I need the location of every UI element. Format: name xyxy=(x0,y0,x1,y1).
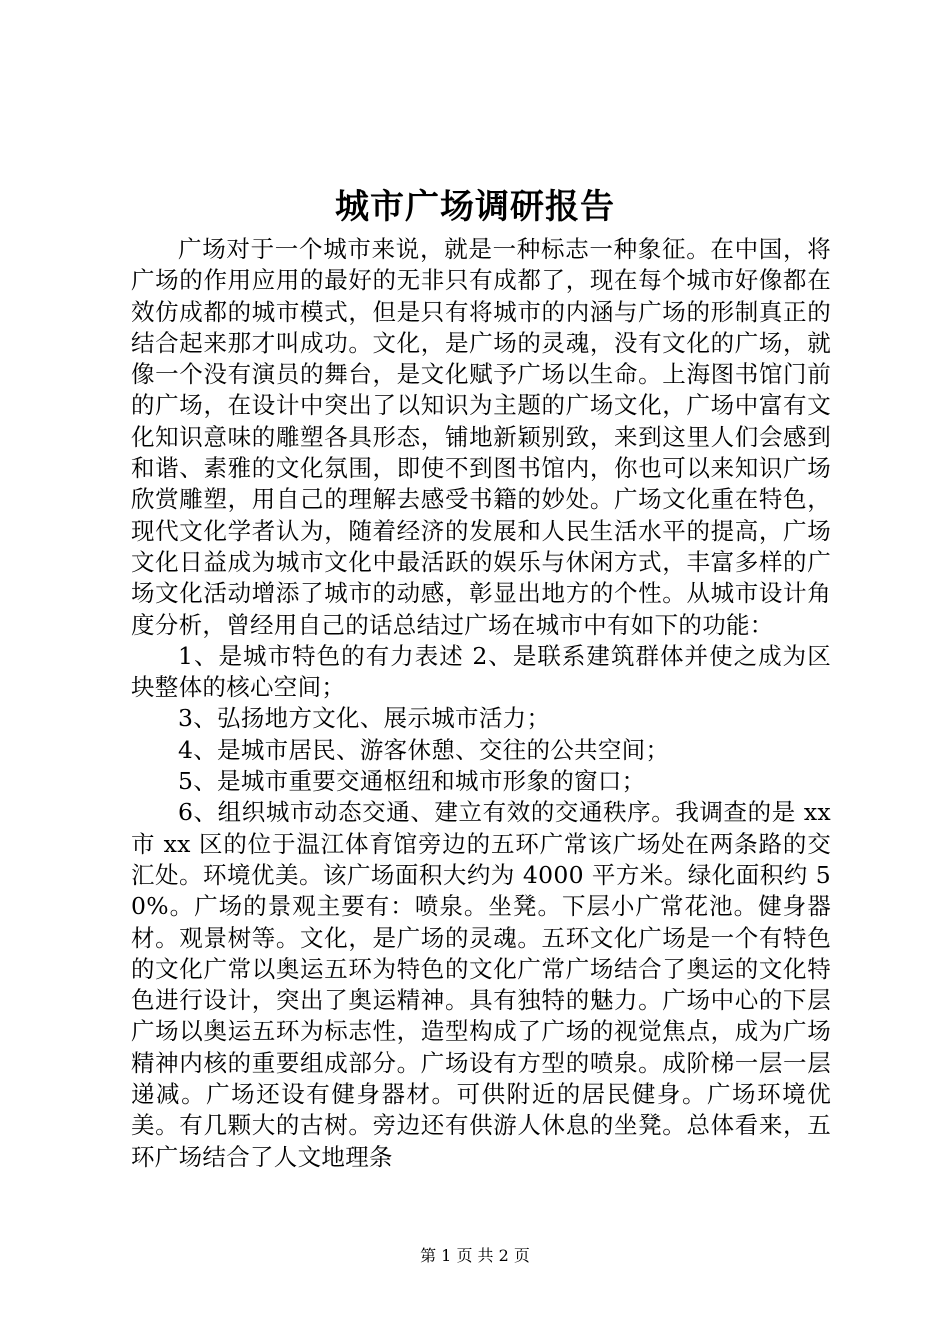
paragraph-function-1-2: 1、是城市特色的有力表述 2、是联系建筑群体并使之成为区块整体的核心空间； xyxy=(131,641,831,702)
paragraph-function-5: 5、是城市重要交通枢纽和城市形象的窗口； xyxy=(178,767,646,796)
paragraph-intro: 广场对于一个城市来说，就是一种标志一种象征。在中国，将广场的作用应用的最好的无非只有成都了，现在每个城市好像都在效仿成都的城市模式，但是只有将城市的内涵与广场的形制真正的结合起来那才叫成功。文化，是广场的灵魂，没有文化的广场，就像一个没有演员的舞台，是文化赋予广场以生命。上海图书馆门前的广场，在设计中突出了以知识为主题的广场文化，广场中富有文化知识意味的雕塑各具形态，铺地新颖别致，来到这里人们会感到和谐、素雅的文化氛围，即使不到图书馆内，你也可以来知识广场欣赏雕塑，用自己的理解去感受书籍的妙处。广场文化重在特色，现代文化学者认为，随着经济的发展和人民生活水平的提高，广场文化日益成为城市文化中最活跃的娱乐与休闲方式，丰富多样的广场文化活动增添了城市的动感，彰显出地方的个性。从城市设计角度分析，曾经用自己的话总结过广场在城市中有如下的功能： xyxy=(131,235,831,639)
paragraph-function-6-survey: 6、组织城市动态交通、建立有效的交通秩序。我调查的是 xx 市 xx 区的位于温江体育馆旁边的五环广常该广场处在两条路的交汇处。环境优美。该广场面积大约为 4000 平方米。绿化面积约 50%。广场的景观主要有：喷泉。坐凳。下层小广常花池。健身器材。观景树等。文化，是广场的灵魂。五环文化广场是一个有特色的文化广常以奥运五环为特色的文化广常广场结合了奥运的文化特色进行设计，突出了奥运精神。具有独特的魅力。广场中心的下层广场以奥运五环为标志性，造型构成了广场的视觉焦点，成为广场精神内核的重要组成部分。广场设有方型的喷泉。成阶梯一层一层递减。广场还设有健身器材。可供附近的居民健身。广场环境优美。有几颗大的古树。旁边还有供游人休息的坐凳。总体看来，五环广场结合了人文地理条 xyxy=(131,798,831,1171)
document-title: 城市广场调研报告 xyxy=(335,187,615,227)
document-body xyxy=(131,234,831,1173)
paragraph-function-3: 3、弘扬地方文化、展示城市活力； xyxy=(178,704,551,733)
paragraph-function-4: 4、是城市居民、游客休憩、交往的公共空间； xyxy=(178,735,670,764)
page-footer: 第 1 页 共 2 页 xyxy=(420,1246,530,1265)
